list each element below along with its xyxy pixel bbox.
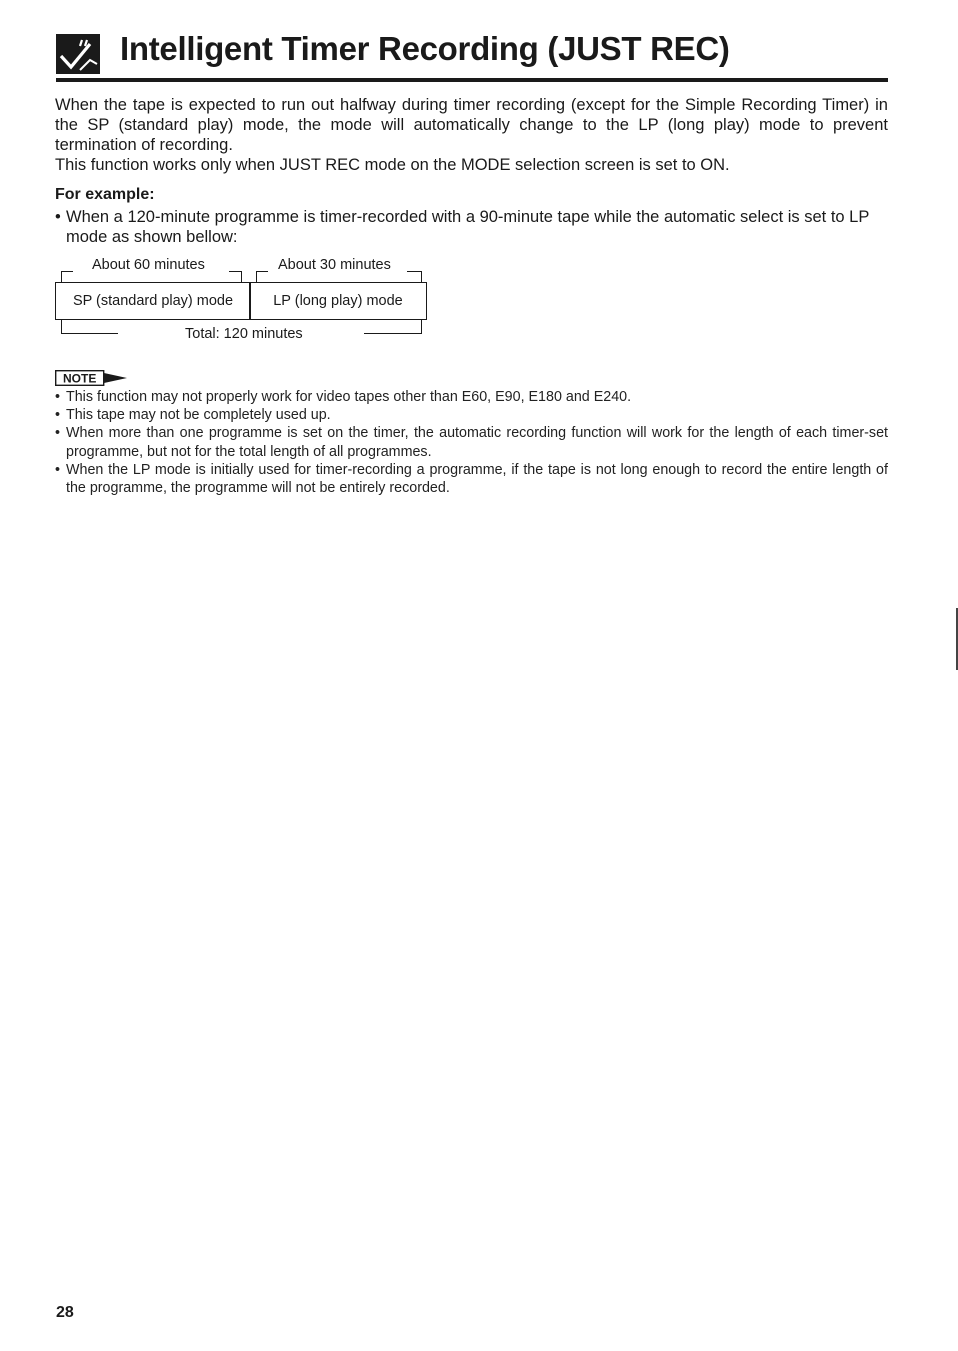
intro-text — [55, 95, 888, 175]
bracket-line — [407, 271, 421, 272]
example-heading: For example: — [55, 186, 155, 203]
note-item — [55, 461, 888, 497]
note-badge-label: NOTE — [63, 371, 97, 386]
intro-paragraph: When the tape is expected to run out halfway during timer recording (except for the Simple Recording Timer) in the SP (standard play) mode, the mode will automatically change to the LP (long play) mode to prevent termination of recording. — [55, 96, 888, 154]
bullet-symbol: • — [55, 407, 61, 424]
bracket-line — [61, 320, 62, 334]
note-text: When more than one programme is set on the timer, the automatic recording function will work for the length of each timer-set programme, but not for the total length of all programmes. — [66, 425, 888, 460]
lp-mode-label: LP (long play) mode — [273, 293, 403, 309]
bracket-line — [421, 320, 422, 334]
note-text: This tape may not be completely used up. — [66, 407, 331, 424]
total-duration-label: Total: 120 minutes — [185, 326, 303, 342]
note-text: When the LP mode is initially used for timer-recording a programme, if the tape is not long enough to record the entire length of the programme, the programme will not be entirely recorded. — [66, 461, 888, 497]
bracket-line — [229, 271, 241, 272]
timer-check-icon — [56, 34, 100, 74]
page-number: 28 — [56, 1304, 74, 1321]
note-item — [55, 406, 888, 424]
sp-duration-label: About 60 minutes — [92, 257, 205, 273]
bullet-symbol: • — [55, 389, 61, 405]
lp-duration-label: About 30 minutes — [278, 257, 391, 273]
note-item — [55, 424, 888, 460]
sp-mode-label: SP (standard play) mode — [72, 293, 234, 309]
bracket-line — [61, 333, 118, 334]
sp-mode-cell — [55, 282, 251, 320]
recording-mode-diagram — [55, 255, 435, 350]
margin-mark — [956, 608, 958, 670]
bullet-symbol: • — [55, 425, 61, 442]
page-header — [56, 30, 888, 82]
note-badge — [55, 370, 127, 386]
note-item — [55, 388, 888, 406]
note-list — [55, 388, 888, 497]
bracket-line — [256, 271, 268, 272]
bullet-symbol: • — [55, 208, 61, 226]
example-bullet-text: When a 120-minute programme is timer-recorded with a 90-minute tape while the automatic select is set to LP mode as shown bellow: — [66, 208, 870, 246]
page-title: Intelligent Timer Recording (JUST REC) — [120, 30, 730, 67]
title-underline — [56, 78, 888, 82]
lp-mode-cell — [249, 282, 427, 320]
intro-paragraph: This function works only when JUST REC mode on the MODE selection screen is set to ON. — [55, 156, 730, 174]
bullet-symbol: • — [55, 461, 61, 478]
bracket-line — [364, 333, 421, 334]
bracket-line — [61, 271, 73, 272]
note-text: This function may not properly work for video tapes other than E60, E90, E180 and E240. — [66, 389, 632, 405]
